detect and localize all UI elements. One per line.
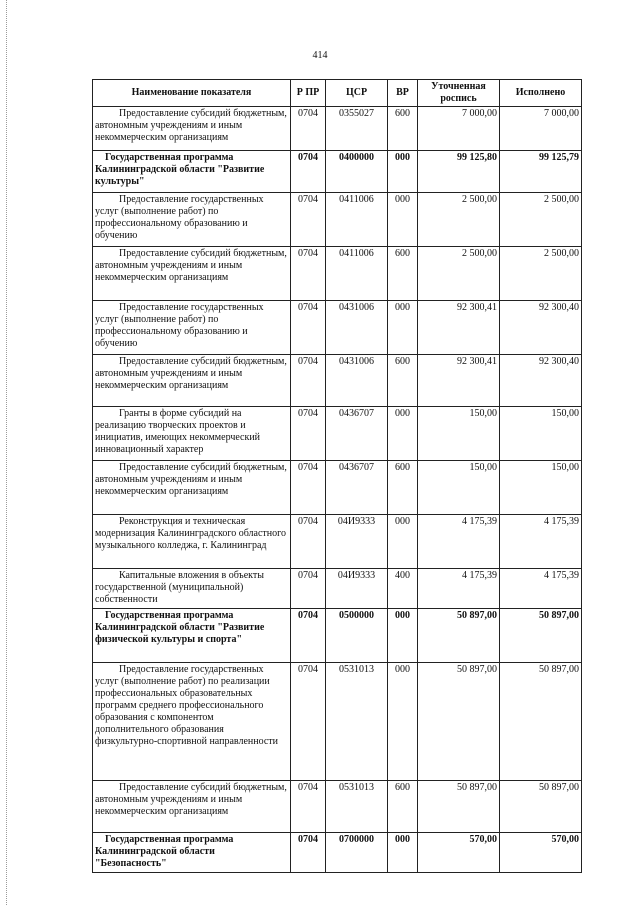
table-row [93,663,582,781]
cell-rpr: 0704 [291,609,326,663]
cell-done: 92 300,40 [500,355,582,407]
cell-csr: 0700000 [326,833,388,873]
cell-vr: 400 [388,569,418,609]
cell-name: Государственная программа Калининградской области "Развитие культуры" [93,151,291,193]
cell-csr: 0355027 [326,107,388,151]
cell-plan: 570,00 [418,833,500,873]
cell-csr: 0411006 [326,247,388,301]
scan-edge [6,0,7,905]
header-name: Наименование показателя [93,80,291,107]
cell-vr: 000 [388,515,418,569]
cell-done: 570,00 [500,833,582,873]
cell-vr: 600 [388,247,418,301]
cell-name: Предоставление государственных услуг (выполнение работ) по профессиональному образованию и обучению [93,193,291,247]
cell-vr: 600 [388,355,418,407]
budget-table [92,79,582,873]
cell-plan: 4 175,39 [418,569,500,609]
table-row [93,781,582,833]
cell-csr: 0436707 [326,407,388,461]
table-row [93,461,582,515]
cell-name: Предоставление субсидий бюджетным, автономным учреждениям и иным некоммерческим организациям [93,247,291,301]
cell-vr: 600 [388,781,418,833]
cell-vr: 600 [388,107,418,151]
cell-vr: 000 [388,301,418,355]
cell-plan: 4 175,39 [418,515,500,569]
cell-done: 7 000,00 [500,107,582,151]
cell-csr: 04И9333 [326,515,388,569]
cell-rpr: 0704 [291,461,326,515]
cell-name: Предоставление государственных услуг (выполнение работ) по реализации профессиональных образовательных программ среднего профессионального образования с компонентом дополнительного образования физкультурно-спортивной направленности [93,663,291,781]
cell-vr: 000 [388,407,418,461]
table-row [93,151,582,193]
cell-rpr: 0704 [291,355,326,407]
cell-vr: 600 [388,461,418,515]
cell-csr: 04И9333 [326,569,388,609]
cell-csr: 0500000 [326,609,388,663]
cell-csr: 0531013 [326,663,388,781]
cell-rpr: 0704 [291,247,326,301]
cell-done: 50 897,00 [500,781,582,833]
cell-vr: 000 [388,193,418,247]
table-body [93,107,582,873]
cell-name: Предоставление субсидий бюджетным, автономным учреждениям и иным некоммерческим организациям [93,107,291,151]
table-row [93,407,582,461]
cell-done: 50 897,00 [500,609,582,663]
cell-plan: 92 300,41 [418,301,500,355]
cell-rpr: 0704 [291,407,326,461]
cell-name: Реконструкция и техническая модернизация Калининградского областного музыкального колледжа, г. Калининград [93,515,291,569]
cell-plan: 50 897,00 [418,663,500,781]
cell-plan: 7 000,00 [418,107,500,151]
cell-csr: 0436707 [326,461,388,515]
cell-vr: 000 [388,151,418,193]
cell-done: 150,00 [500,461,582,515]
cell-name: Предоставление субсидий бюджетным, автономным учреждениям и иным некоммерческим организациям [93,355,291,407]
header-plan: Уточненная роспись [418,80,500,107]
table-row [93,193,582,247]
cell-done: 150,00 [500,407,582,461]
cell-rpr: 0704 [291,781,326,833]
cell-done: 99 125,79 [500,151,582,193]
cell-csr: 0400000 [326,151,388,193]
cell-done: 4 175,39 [500,569,582,609]
cell-rpr: 0704 [291,663,326,781]
cell-done: 92 300,40 [500,301,582,355]
table-row [93,107,582,151]
cell-done: 2 500,00 [500,247,582,301]
table-row [93,569,582,609]
header-vr: ВР [388,80,418,107]
cell-name: Предоставление субсидий бюджетным, автономным учреждениям и иным некоммерческим организациям [93,461,291,515]
cell-csr: 0431006 [326,355,388,407]
cell-name: Капитальные вложения в объекты государственной (муниципальной) собственности [93,569,291,609]
cell-name: Предоставление государственных услуг (выполнение работ) по профессиональному образованию и обучению [93,301,291,355]
cell-rpr: 0704 [291,301,326,355]
cell-rpr: 0704 [291,151,326,193]
table-row [93,609,582,663]
table-row [93,515,582,569]
cell-name: Гранты в форме субсидий на реализацию творческих проектов и инициатив, имеющих некоммерческий инновационный характер [93,407,291,461]
cell-rpr: 0704 [291,107,326,151]
cell-csr: 0431006 [326,301,388,355]
header-done: Исполнено [500,80,582,107]
header-rpr: Р ПР [291,80,326,107]
cell-name: Предоставление субсидий бюджетным, автономным учреждениям и иным некоммерческим организациям [93,781,291,833]
cell-plan: 50 897,00 [418,781,500,833]
cell-csr: 0531013 [326,781,388,833]
cell-rpr: 0704 [291,833,326,873]
cell-plan: 150,00 [418,461,500,515]
table-row [93,247,582,301]
cell-done: 2 500,00 [500,193,582,247]
header-row [93,80,582,107]
table-row [93,301,582,355]
cell-name: Государственная программа Калининградской области "Безопасность" [93,833,291,873]
cell-rpr: 0704 [291,193,326,247]
table-row [93,833,582,873]
cell-done: 50 897,00 [500,663,582,781]
cell-plan: 150,00 [418,407,500,461]
cell-vr: 000 [388,663,418,781]
cell-rpr: 0704 [291,569,326,609]
table-row [93,355,582,407]
cell-done: 4 175,39 [500,515,582,569]
cell-csr: 0411006 [326,193,388,247]
cell-plan: 99 125,80 [418,151,500,193]
cell-plan: 2 500,00 [418,247,500,301]
cell-plan: 2 500,00 [418,193,500,247]
cell-name: Государственная программа Калининградской области "Развитие физической культуры и спорта" [93,609,291,663]
cell-vr: 000 [388,833,418,873]
page-number: 414 [312,50,328,61]
cell-rpr: 0704 [291,515,326,569]
cell-plan: 50 897,00 [418,609,500,663]
cell-vr: 000 [388,609,418,663]
cell-plan: 92 300,41 [418,355,500,407]
header-csr: ЦСР [326,80,388,107]
